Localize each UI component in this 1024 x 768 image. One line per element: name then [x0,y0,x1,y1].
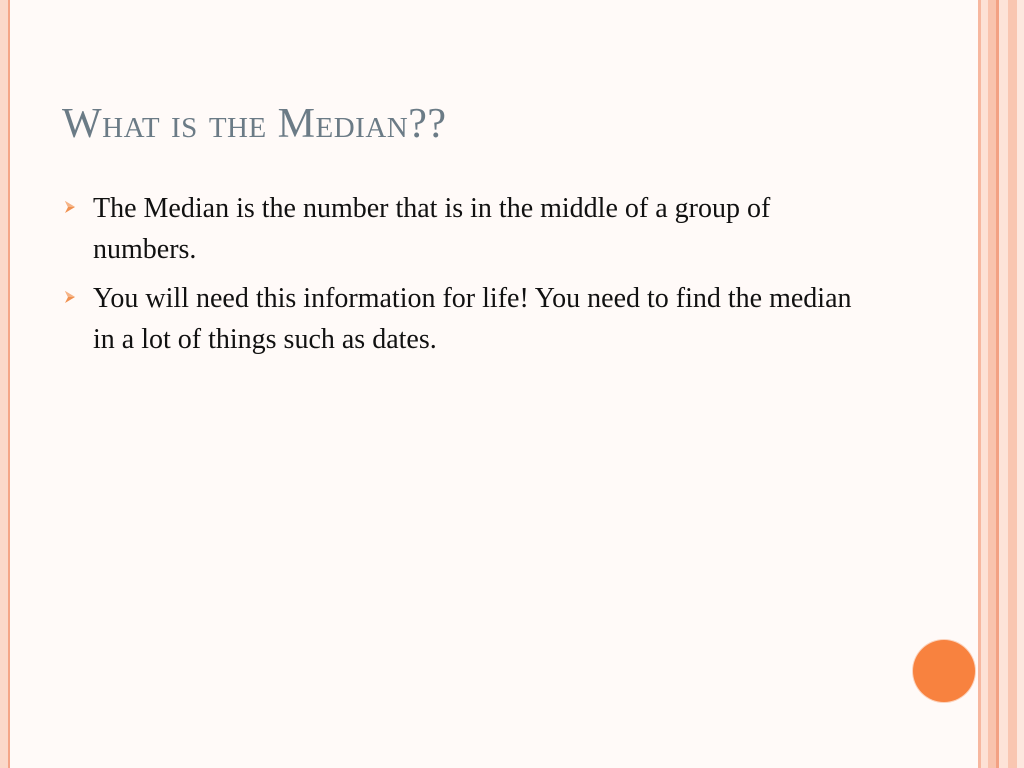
border-stripe [999,0,1008,768]
arrow-bullet-icon [64,290,76,304]
border-stripe [1017,0,1024,768]
border-stripe [988,0,996,768]
orange-circle-icon [913,640,975,702]
bullet-text: The Median is the number that is in the middle of a group of numbers. [93,193,771,265]
bullet-item [62,278,862,360]
bullet-item [62,188,862,270]
slide-title: What is the Median?? [62,101,447,147]
border-stripe [981,0,988,768]
left-border [0,0,8,768]
border-stripe [1008,0,1017,768]
bullet-text: You will need this information for life! You need to find the median in a lot of things such as dates. [93,283,852,355]
left-border-line [8,0,10,768]
right-border-stripes [978,0,1024,768]
arrow-bullet-icon [64,200,76,214]
bullet-list [62,188,862,368]
